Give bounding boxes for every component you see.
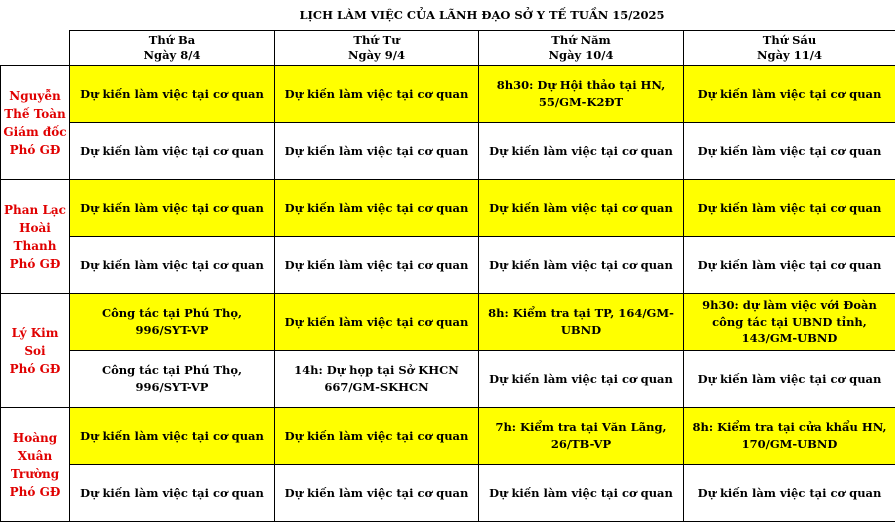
leader-title-line: Phó GĐ (3, 255, 67, 273)
schedule-cell: Dự kiến làm việc tại cơ quan (479, 237, 684, 294)
day-date: Ngày 10/4 (483, 48, 679, 63)
leader-cell (1, 408, 70, 522)
schedule-cell: Dự kiến làm việc tại cơ quan (70, 66, 275, 123)
schedule-cell: Dự kiến làm việc tại cơ quan (684, 66, 895, 123)
schedule-cell: Dự kiến làm việc tại cơ quan (684, 237, 895, 294)
leader-title-line: Phó GĐ (3, 483, 67, 501)
schedule-cell: Dự kiến làm việc tại cơ quan (70, 180, 275, 237)
schedule-cell: Dự kiến làm việc tại cơ quan (275, 465, 479, 522)
schedule-cell: 14h: Dự họp tại Sở KHCN 667/GM-SKHCN (275, 351, 479, 408)
leader-cell (1, 180, 70, 294)
leader-title-line: Giám đốc (3, 123, 67, 141)
day-date: Ngày 9/4 (279, 48, 474, 63)
day-name: Thứ Tư (279, 33, 474, 48)
schedule-cell: 8h: Kiểm tra tại TP, 164/GM-UBND (479, 294, 684, 351)
header-corner (1, 31, 70, 66)
schedule-row-morning (1, 408, 895, 465)
schedule-cell: Dự kiến làm việc tại cơ quan (275, 294, 479, 351)
day-header-tuesday (70, 31, 275, 66)
schedule-cell: 8h30: Dự Hội thảo tại HN, 55/GM-K2ĐT (479, 66, 684, 123)
leader-title-line: Phó GĐ (3, 360, 67, 378)
day-date: Ngày 8/4 (74, 48, 270, 63)
schedule-cell: Dự kiến làm việc tại cơ quan (479, 351, 684, 408)
schedule-cell: Dự kiến làm việc tại cơ quan (479, 123, 684, 180)
schedule-cell: Dự kiến làm việc tại cơ quan (479, 465, 684, 522)
day-date: Ngày 11/4 (688, 48, 891, 63)
schedule-table (0, 30, 895, 522)
schedule-cell: Công tác tại Phú Thọ, 996/SYT-VP (70, 294, 275, 351)
schedule-cell: Dự kiến làm việc tại cơ quan (70, 408, 275, 465)
leader-name-line: Nguyễn (3, 87, 67, 105)
leader-name-line: Lý Kim Soi (3, 324, 67, 360)
day-header-wednesday (275, 31, 479, 66)
leader-name-line: Thế Toàn (3, 105, 67, 123)
schedule-cell: Dự kiến làm việc tại cơ quan (479, 180, 684, 237)
leader-name-line: Hoàng (3, 429, 67, 447)
day-name: Thứ Sáu (688, 33, 891, 48)
leader-name-line: Xuân (3, 447, 67, 465)
schedule-cell: Dự kiến làm việc tại cơ quan (70, 465, 275, 522)
day-name: Thứ Năm (483, 33, 679, 48)
schedule-cell: Dự kiến làm việc tại cơ quan (684, 180, 895, 237)
schedule-row-morning (1, 294, 895, 351)
schedule-cell: Dự kiến làm việc tại cơ quan (684, 465, 895, 522)
schedule-cell: Dự kiến làm việc tại cơ quan (70, 123, 275, 180)
schedule-cell: Dự kiến làm việc tại cơ quan (275, 408, 479, 465)
day-name: Thứ Ba (74, 33, 270, 48)
day-header-row (1, 31, 895, 66)
leader-title-line: Phó GĐ (3, 141, 67, 159)
day-header-thursday (479, 31, 684, 66)
schedule-cell: 7h: Kiểm tra tại Văn Lãng, 26/TB-VP (479, 408, 684, 465)
schedule-row-afternoon (1, 237, 895, 294)
schedule-cell: Công tác tại Phú Thọ, 996/SYT-VP (70, 351, 275, 408)
schedule-cell: Dự kiến làm việc tại cơ quan (275, 123, 479, 180)
schedule-cell: Dự kiến làm việc tại cơ quan (275, 180, 479, 237)
schedule-row-afternoon (1, 123, 895, 180)
schedule-row-morning (1, 180, 895, 237)
schedule-row-afternoon (1, 351, 895, 408)
leader-cell (1, 294, 70, 408)
schedule-cell: Dự kiến làm việc tại cơ quan (684, 123, 895, 180)
schedule-row-afternoon (1, 465, 895, 522)
leader-name-line: Trường (3, 465, 67, 483)
schedule-cell: Dự kiến làm việc tại cơ quan (275, 66, 479, 123)
leader-name-line: Hoài Thanh (3, 219, 67, 255)
schedule-cell: Dự kiến làm việc tại cơ quan (70, 237, 275, 294)
schedule-cell: 9h30: dự làm việc với Đoàn công tác tại UBND tỉnh, 143/GM-UBND (684, 294, 895, 351)
leader-name-line: Phan Lạc (3, 201, 67, 219)
schedule-cell: Dự kiến làm việc tại cơ quan (275, 237, 479, 294)
schedule-cell: 8h: Kiểm tra tại cửa khẩu HN, 170/GM-UBND (684, 408, 895, 465)
day-header-friday (684, 31, 895, 66)
leader-cell (1, 66, 70, 180)
schedule-cell: Dự kiến làm việc tại cơ quan (684, 351, 895, 408)
schedule-title: LỊCH LÀM VIỆC CỦA LÃNH ĐẠO SỞ Y TẾ TUẦN 15/2025 (69, 0, 895, 30)
schedule-row-morning (1, 66, 895, 123)
